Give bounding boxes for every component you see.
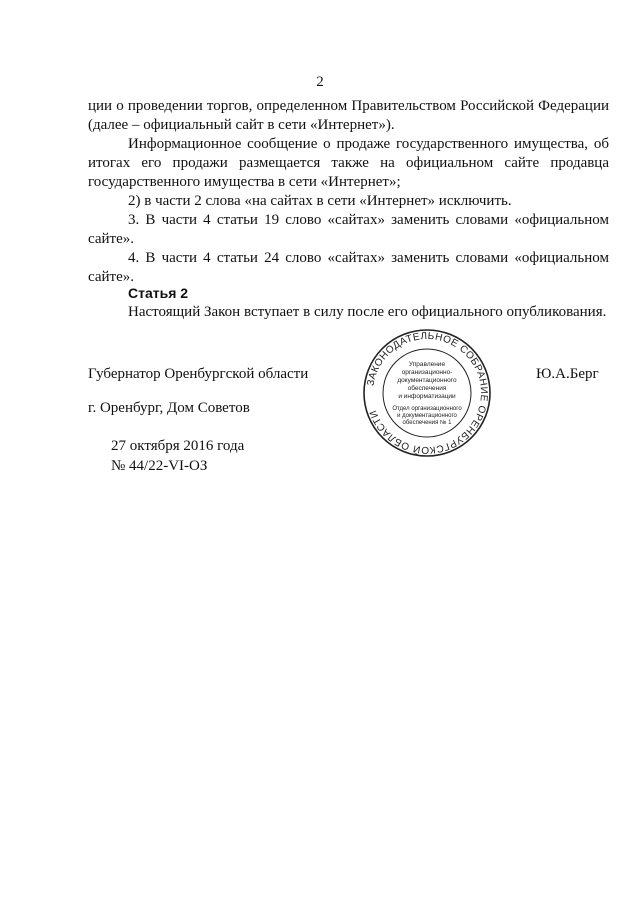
paragraph-continuation: ции о проведении торгов, определенном Правительством Российской Федерации (далее – официальный сайт в сети «Интернет»). xyxy=(88,98,609,133)
svg-text:обеспечения № 1: обеспечения № 1 xyxy=(402,420,452,426)
svg-text:обеспечения: обеспечения xyxy=(407,385,447,392)
paragraph-information-notice: Информационное сообщение о продаже государственного имущества, об итогах его продажи размещается также на официальном сайте продавца государственного имущества в сети «Интернет»; xyxy=(88,136,609,190)
svg-text:Отдел организационного: Отдел организационного xyxy=(392,406,462,412)
seal-graphic xyxy=(362,328,492,458)
paragraph-item-3: 3. В части 4 статьи 19 слово «сайтах» заменить словами «официальном сайте». xyxy=(88,212,609,247)
article-text: Настоящий Закон вступает в силу после его официального опубликования. xyxy=(128,304,607,320)
law-date-number xyxy=(111,436,244,476)
svg-text:и документационного: и документационного xyxy=(397,413,457,419)
signatory-name: Ю.А.Берг xyxy=(536,366,599,382)
article-2 xyxy=(128,284,608,322)
seal-outer-text: ЗАКОНОДАТЕЛЬНОЕ СОБРАНИЕ ОРЕНБУРГСКОЙ ОБЛАСТИ xyxy=(365,330,490,456)
law-date: 27 октября 2016 года xyxy=(111,438,245,454)
signing-place: г. Оренбург, Дом Советов xyxy=(88,400,250,416)
seal-inner-lines xyxy=(392,361,462,426)
svg-text:документационного: документационного xyxy=(397,377,457,384)
article-heading: Статья 2 xyxy=(128,285,189,301)
law-body-text xyxy=(88,97,609,287)
page-number: 2 xyxy=(316,74,324,90)
svg-text:Управление: Управление xyxy=(408,361,446,368)
official-seal xyxy=(362,328,492,458)
svg-text:и информатизации: и информатизации xyxy=(398,393,456,400)
paragraph-item-4: 4. В части 4 статьи 24 слово «сайтах» заменить словами «официальном сайте». xyxy=(88,250,609,285)
paragraph-item-2: 2) в части 2 слова «на сайтах в сети «Интернет» исключить. xyxy=(128,193,512,209)
svg-text:организационно-: организационно- xyxy=(401,369,453,376)
signatory-position: Губернатор Оренбургской области xyxy=(88,366,309,382)
law-number: № 44/22-VI-ОЗ xyxy=(111,458,208,474)
